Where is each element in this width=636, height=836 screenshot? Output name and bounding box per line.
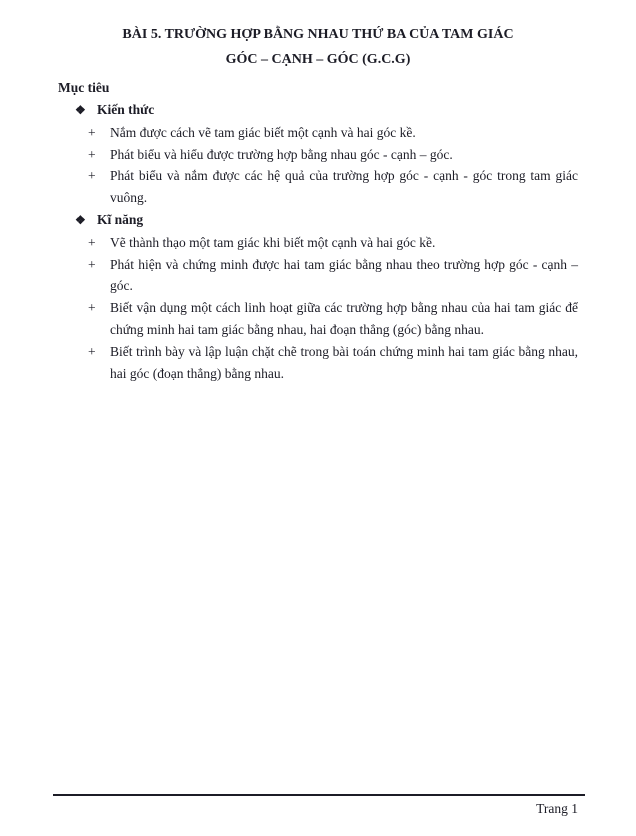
section-heading-kien-thuc — [75, 99, 578, 122]
list-item — [88, 232, 578, 254]
list-item — [88, 341, 578, 385]
title-line-2: GÓC – CẠNH – GÓC (G.C.G) — [225, 52, 411, 67]
list-item — [88, 122, 578, 144]
list-item-text: Phát biểu và nắm được các hệ quả của trường hợp góc - cạnh - góc trong tam giác vuông. — [110, 168, 578, 206]
diamond-bullet-icon: ❖ — [75, 212, 86, 227]
plus-marker: + — [88, 300, 96, 316]
list-item-text: Biết trình bày và lập luận chặt chẽ trong bài toán chứng minh hai tam giác bằng nhau, hai góc (đoạn thẳng) bằng nhau. — [110, 343, 578, 381]
list-item — [88, 254, 578, 298]
list-item-text: Phát hiện và chứng minh được hai tam giác bằng nhau theo trường hợp góc - cạnh – góc. — [110, 256, 578, 294]
plus-marker: + — [88, 124, 96, 140]
list-item-text: Biết vận dụng một cách linh hoạt giữa các trường hợp bằng nhau của hai tam giác để chứng minh hai tam giác bằng nhau, hai đoạn thẳng (góc) bằng nhau. — [110, 300, 578, 337]
list-item-text: Phát biểu và hiểu được trường hợp bằng nhau góc - cạnh – góc. — [110, 146, 453, 162]
list-item — [88, 297, 578, 341]
plus-marker: + — [88, 343, 96, 359]
document-content — [0, 0, 636, 384]
list-item-text: Vẽ thành thạo một tam giác khi biết một cạnh và hai góc kề. — [110, 234, 436, 250]
page-number: Trang 1 — [536, 801, 578, 816]
list-item — [88, 165, 578, 209]
plus-marker: + — [88, 146, 96, 162]
title-line-1: BÀI 5. TRƯỜNG HỢP BẰNG NHAU THỨ BA CỦA TAM GIÁC — [122, 27, 514, 42]
footer-divider — [53, 794, 585, 796]
section-heading-label: Kĩ năng — [97, 211, 144, 227]
section-heading-label: Kiến thức — [97, 102, 155, 117]
objectives-heading: Mục tiêu — [58, 80, 110, 95]
list-item-text: Nắm được cách vẽ tam giác biết một cạnh và hai góc kề. — [110, 124, 416, 140]
section-heading-ki-nang — [75, 209, 578, 232]
plus-marker: + — [88, 168, 96, 184]
diamond-bullet-icon: ❖ — [75, 103, 86, 117]
list-item — [88, 144, 578, 166]
plus-marker: + — [88, 234, 96, 250]
lesson-title — [58, 22, 578, 72]
plus-marker: + — [88, 256, 96, 272]
